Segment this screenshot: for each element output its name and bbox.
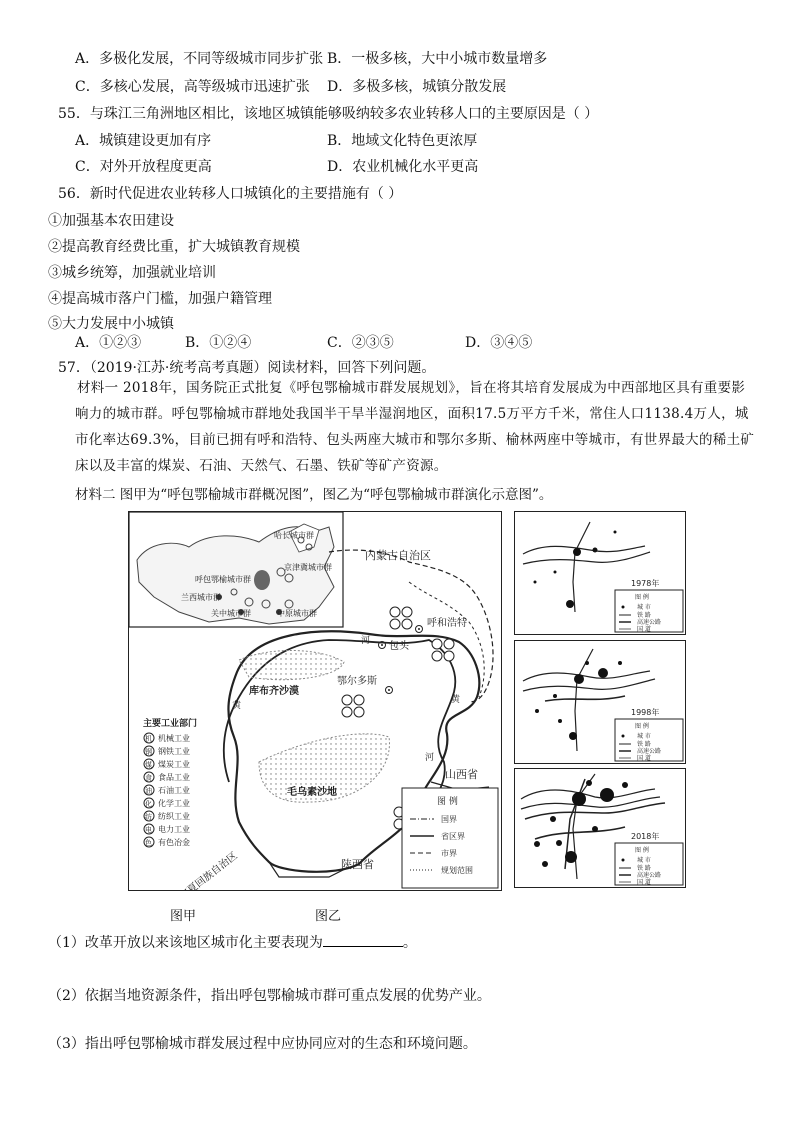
city-huhehaote: 呼和浩特 <box>427 618 467 629</box>
kubuqi-desert <box>239 650 344 679</box>
figure-b-legend-railway: 铁 路 <box>637 865 651 872</box>
river-label-1: 河 <box>361 636 371 646</box>
q54-option-b: B．一极多核，大中小城市数量增多 <box>327 51 548 67</box>
region-kubuqi: 库布齐沙漠 <box>249 686 299 697</box>
inset-label-zhongyuan: 中原城市群 <box>277 609 317 618</box>
industry-symbol-char: 化 <box>145 800 152 808</box>
panel-year-1978: 1978年 <box>631 579 660 588</box>
industry-symbol-char: 煤 <box>145 761 152 769</box>
q57-sub1-text: （1）改革开放以来该地区城市化主要表现为 <box>48 935 323 951</box>
industry-label: 化学工业 <box>158 799 190 808</box>
industry-label: 钢铁工业 <box>158 747 190 756</box>
q55-option-c: C．对外开放程度更高 <box>75 159 212 175</box>
q57-sub3: （3）指出呼包鄂榆城市群发展过程中应协同应对的生态和环境问题。 <box>48 1036 477 1052</box>
industry-label: 电力工业 <box>158 825 190 834</box>
svg-text:城 市: 城 市 <box>637 604 651 611</box>
industry-title: 主要工业部门 <box>143 719 198 729</box>
q56-option-b: B．①②④ <box>185 335 252 351</box>
inset-label-lanxi: 兰西城市群 <box>181 593 221 602</box>
river-label-huang-2: 黄 <box>451 695 461 705</box>
river-label-huang: 黄 <box>232 701 242 711</box>
industry-label: 煤炭工业 <box>158 760 190 769</box>
q56-item-4: ④提高城市落户门槛，加强户籍管理 <box>48 291 272 307</box>
figure-b-legend-highway: 高速公路 <box>637 872 662 879</box>
q56-stem: 56．新时代促进农业转移人口城镇化的主要措施有（ ） <box>58 186 403 202</box>
svg-text:城 市: 城 市 <box>637 733 651 740</box>
figure-b-caption: 图乙 <box>315 909 342 924</box>
q54-option-a: A．多极化发展，不同等级城市同步扩张 <box>75 51 324 67</box>
legend-planning: 规划范围 <box>441 866 473 875</box>
figure-a-svg <box>129 512 501 890</box>
q56-item-3: ③城乡统筹，加强就业培训 <box>48 265 216 281</box>
svg-text:高速公路: 高速公路 <box>637 619 662 626</box>
svg-text:图 例: 图 例 <box>635 723 649 730</box>
industry-symbol-char: 食 <box>145 774 152 782</box>
figure-b-legend-national-road: 国 道 <box>637 879 651 886</box>
figure-a-map <box>128 511 502 891</box>
figure-b-panel-2018 <box>514 768 686 888</box>
industry-symbol-char: 油 <box>145 787 152 795</box>
figure-a-caption: 图甲 <box>170 909 197 924</box>
q56-option-a: A．①②③ <box>75 335 142 351</box>
svg-text:图 例: 图 例 <box>635 594 649 601</box>
panel-year-2018: 2018年 <box>631 832 660 841</box>
industry-label: 机械工业 <box>158 734 190 743</box>
city-baotou: 包头 <box>389 641 409 652</box>
q57-stem: 57．（2019·江苏·统考高考真题）阅读材料，回答下列问题。 <box>58 360 436 376</box>
q55-option-b: B．地域文化特色更浓厚 <box>327 133 478 149</box>
industry-label: 石油工业 <box>158 786 190 795</box>
industry-symbol-char: 纺 <box>145 813 152 821</box>
q57-sub1 <box>48 932 417 952</box>
legend-border: 国界 <box>441 815 457 824</box>
svg-text:高速公路: 高速公路 <box>637 748 662 755</box>
svg-text:国 道: 国 道 <box>637 755 651 762</box>
hubaoeyu-region-shape <box>254 570 270 590</box>
region-maowusu: 毛乌素沙地 <box>287 787 337 798</box>
legend-city-boundary: 市界 <box>441 849 457 858</box>
figure-b-panel-1998 <box>514 640 686 764</box>
panel-year-1998: 1998年 <box>631 708 660 717</box>
region-shaanxi: 陕西省 <box>341 858 374 871</box>
q56-option-d: D．③④⑤ <box>465 335 533 351</box>
industry-label: 食品工业 <box>158 773 190 782</box>
region-shanxi: 山西省 <box>445 768 478 781</box>
legend-province: 省区界 <box>441 832 465 841</box>
q56-option-c: C．②③⑤ <box>327 335 394 351</box>
q56-item-1: ①加强基本农田建设 <box>48 213 174 229</box>
city-eerduosi: 鄂尔多斯 <box>337 676 377 687</box>
q57-material-1: 材料一 2018年，国务院正式批复《呼包鄂榆城市群发展规划》，旨在将其培育发展成为中西部地区具有重要影响力的城市群。呼包鄂榆城市群地处我国半干旱半湿润地区，面积17.5万平方千米，常住人口1138.4万人，城市化率达69.3%，目前已拥有呼和浩特、包头两座大城市和鄂尔多斯、榆林两座中等城市，有世界最大的稀土矿床以及丰富的煤炭、石油、天然气、石墨、铁矿等矿产资源。 <box>75 380 755 474</box>
q56-item-5: ⑤大力发展中小城镇 <box>48 316 174 332</box>
region-neimenggu: 内蒙古自治区 <box>365 549 431 562</box>
q55-option-d: D．农业机械化水平更高 <box>327 159 479 175</box>
svg-text:国 道: 国 道 <box>637 626 651 633</box>
q55-option-a: A．城镇建设更加有序 <box>75 133 212 149</box>
q56-item-2: ②提高教育经费比重，扩大城镇教育规模 <box>48 239 300 255</box>
q57-sub1-answer-blank[interactable] <box>323 934 403 947</box>
inset-label-hacheng: 哈长城市群 <box>274 531 314 540</box>
industry-label: 纺织工业 <box>158 812 190 821</box>
q57-material-2: 材料二 图甲为“呼包鄂榆城市群概况图”，图乙为“呼包鄂榆城市群演化示意图”。 <box>75 487 553 503</box>
q57-sub2: （2）依据当地资源条件，指出呼包鄂榆城市群可重点发展的优势产业。 <box>48 988 491 1004</box>
svg-text:铁 路: 铁 路 <box>637 741 651 748</box>
q54-option-d: D．多极多核，城镇分散发展 <box>327 79 507 95</box>
inset-label-hubaoeyu: 呼包鄂榆城市群 <box>195 575 251 584</box>
industry-label: 有色冶金 <box>158 838 190 847</box>
river-label-2: 河 <box>425 753 435 763</box>
industry-symbol-char: 电 <box>145 826 152 834</box>
industry-symbol-char: 机 <box>145 735 152 743</box>
figure-a-legend-title: 图 例 <box>437 797 458 807</box>
industry-list <box>144 733 190 847</box>
inset-label-guanzhong: 关中城市群 <box>211 609 251 618</box>
figure-b-panel-1978 <box>514 511 686 635</box>
region-ningxia: 宁夏回族自治区 <box>177 850 240 890</box>
inset-label-jingjinji: 京津冀城市群 <box>284 563 332 572</box>
figure-b-legend-city: 城 市 <box>637 857 651 864</box>
svg-text:铁 路: 铁 路 <box>637 612 651 619</box>
q54-option-c: C．多核心发展，高等级城市迅速扩张 <box>75 79 310 95</box>
q55-stem: 55．与珠江三角洲地区相比，该地区城镇能够吸纳较多农业转移人口的主要原因是（ ） <box>58 106 599 122</box>
industry-symbol-char: 色 <box>145 839 152 847</box>
industry-symbol-char: 钢 <box>145 748 152 756</box>
figure-b-legend-title: 图 例 <box>635 847 649 854</box>
q57-sub1-end: 。 <box>402 935 417 951</box>
